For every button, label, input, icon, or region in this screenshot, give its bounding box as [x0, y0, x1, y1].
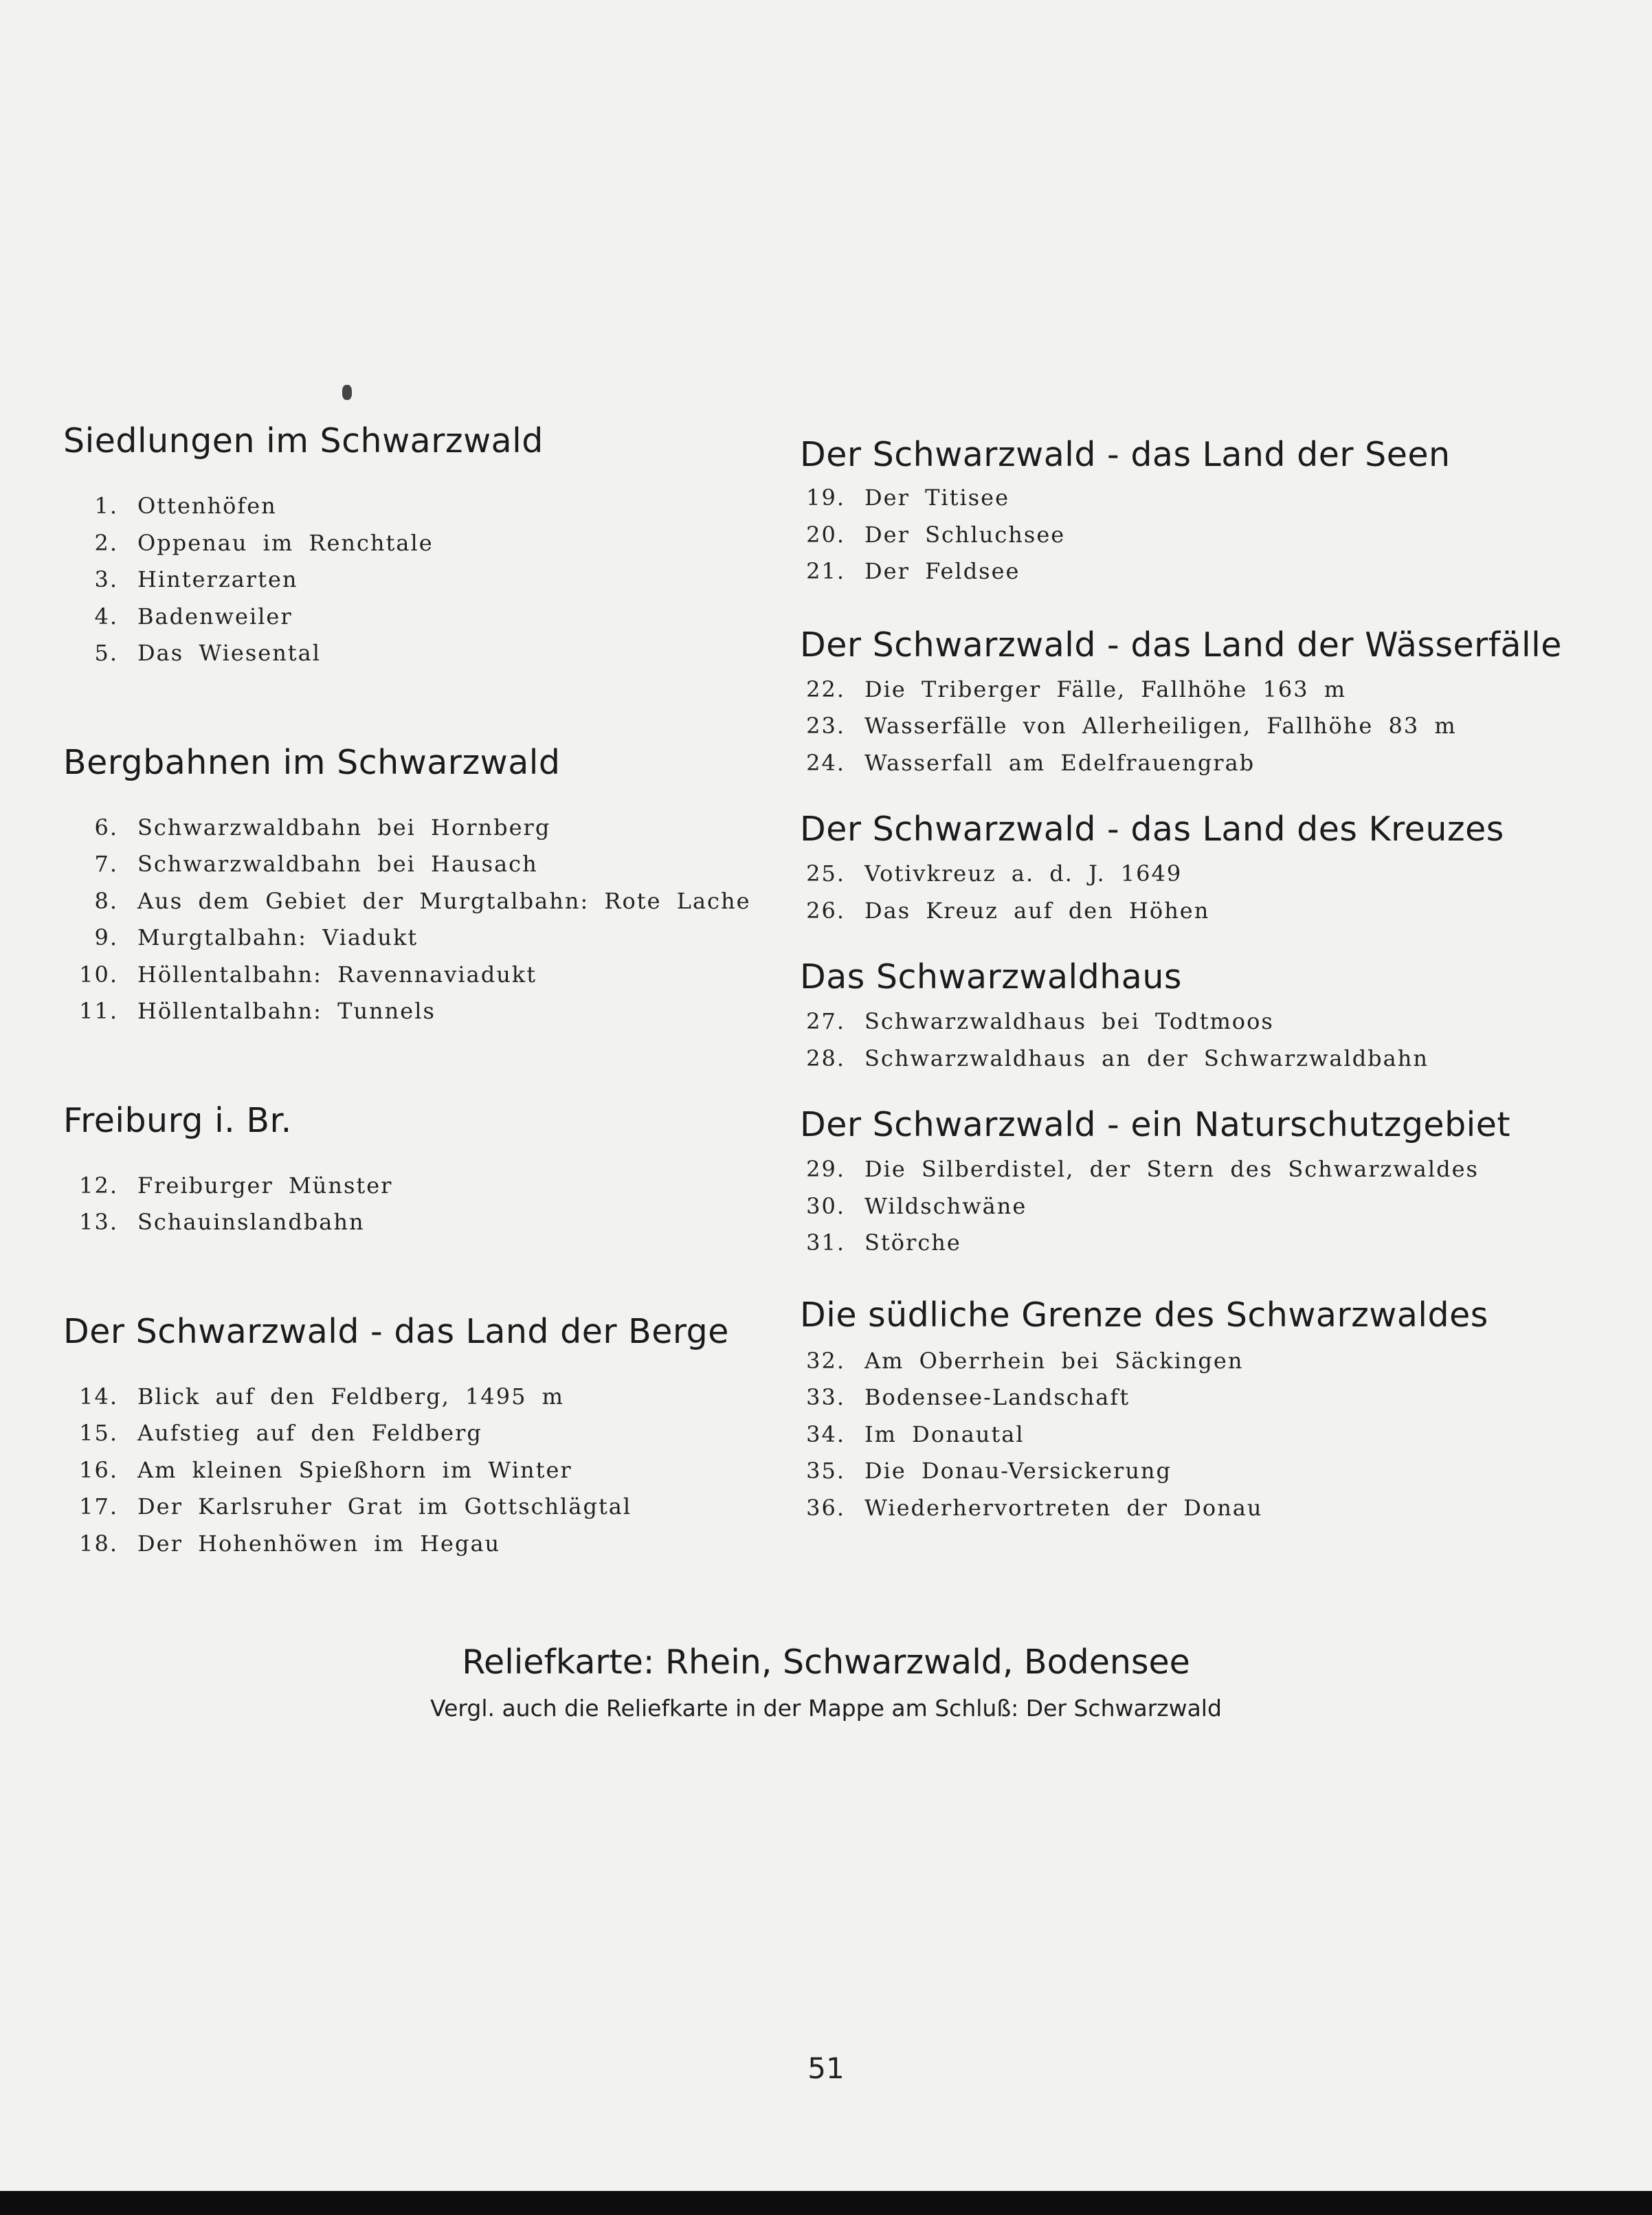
- list-item: 23. Wasserfälle von Allerheiligen, Fallhöhe 83 m: [806, 713, 1457, 739]
- section-title: Freiburg i. Br.: [63, 1100, 292, 1140]
- list-item: 31. Störche: [806, 1229, 961, 1256]
- list-item: 8. Aus dem Gebiet der Murgtalbahn: Rote Lache: [94, 887, 751, 914]
- list-item: 2. Oppenau im Renchtale: [94, 529, 434, 556]
- list-item: 22. Die Triberger Fälle, Fallhöhe 163 m: [806, 676, 1347, 702]
- section-title: Der Schwarzwald - das Land des Kreuzes: [800, 810, 1504, 849]
- section-seen: [800, 434, 1611, 590]
- list-item: 24. Wasserfall am Edelfrauengrab: [806, 749, 1255, 776]
- list-item: 12. Freiburger Münster: [79, 1172, 393, 1199]
- list-item: 21. Der Feldsee: [806, 558, 1020, 584]
- ink-spot: [342, 385, 352, 400]
- scan-border: [0, 2191, 1652, 2215]
- entry-list: [800, 480, 1611, 590]
- section-berge: [63, 1311, 750, 1563]
- list-item: 10. Höllentalbahn: Ravennaviadukt: [79, 961, 537, 988]
- entry-list: [63, 810, 750, 1030]
- entry-list: [63, 1379, 750, 1563]
- section-title: Der Schwarzwald - ein Naturschutzgebiet: [800, 1105, 1511, 1144]
- entry-list: [63, 488, 750, 672]
- list-item: 14. Blick auf den Feldberg, 1495 m: [79, 1383, 564, 1410]
- section-schwarzwaldhaus: [800, 957, 1611, 1077]
- section-freiburg: [63, 1100, 750, 1241]
- list-item: 1. Ottenhöfen: [94, 493, 277, 519]
- list-item: 6. Schwarzwaldbahn bei Hornberg: [94, 814, 551, 841]
- entry-list: [63, 1168, 750, 1241]
- section-suedliche-grenze: [800, 1295, 1611, 1527]
- list-item: 26. Das Kreuz auf den Höhen: [806, 897, 1210, 924]
- list-item: 15. Aufstieg auf den Feldberg: [79, 1420, 482, 1446]
- reliefkarte-note: [0, 1640, 1652, 1726]
- list-item: 29. Die Silberdistel, der Stern des Schwarzwaldes: [806, 1156, 1479, 1182]
- list-item: 34. Im Donautal: [806, 1421, 1025, 1447]
- entry-list: [800, 671, 1611, 782]
- list-item: 16. Am kleinen Spießhorn im Winter: [79, 1456, 572, 1483]
- entry-list: [800, 856, 1611, 929]
- page-number: 51: [807, 2051, 845, 2085]
- list-item: 7. Schwarzwaldbahn bei Hausach: [94, 851, 538, 877]
- entry-list: [800, 1003, 1611, 1077]
- list-item: 9. Murgtalbahn: Viadukt: [94, 924, 418, 950]
- list-item: 33. Bodensee-Landschaft: [806, 1384, 1130, 1410]
- list-item: 3. Hinterzarten: [94, 566, 298, 592]
- list-item: 19. Der Titisee: [806, 485, 1010, 511]
- list-item: 32. Am Oberrhein bei Säckingen: [806, 1347, 1244, 1374]
- list-item: 18. Der Hohenhöwen im Hegau: [79, 1530, 501, 1557]
- section-wasserfaelle: [800, 625, 1611, 782]
- reliefkarte-subtitle: Vergl. auch die Reliefkarte in der Mappe am Schluß: Der Schwarzwald: [430, 1695, 1222, 1722]
- section-bergbahnen: [63, 742, 750, 1030]
- section-title: Der Schwarzwald - das Land der Berge: [63, 1311, 729, 1351]
- entry-list: [800, 1343, 1611, 1527]
- section-title: Siedlungen im Schwarzwald: [63, 421, 544, 460]
- section-kreuzes: [800, 809, 1611, 929]
- list-item: 11. Höllentalbahn: Tunnels: [79, 998, 436, 1024]
- list-item: 25. Votivkreuz a. d. J. 1649: [806, 860, 1183, 887]
- list-item: 28. Schwarzwaldhaus an der Schwarzwaldbahn: [806, 1045, 1429, 1071]
- list-item: 5. Das Wiesental: [94, 640, 321, 666]
- list-item: 35. Die Donau-Versickerung: [806, 1458, 1172, 1484]
- list-item: 30. Wildschwäne: [806, 1192, 1027, 1219]
- section-title: Der Schwarzwald - das Land der Seen: [800, 435, 1451, 474]
- reliefkarte-title: Reliefkarte: Rhein, Schwarzwald, Bodensee: [462, 1643, 1190, 1682]
- section-title: Die südliche Grenze des Schwarzwaldes: [800, 1295, 1488, 1335]
- section-title: Der Schwarzwald - das Land der Wässerfälle: [800, 625, 1562, 665]
- section-naturschutz: [800, 1104, 1611, 1262]
- list-item: 20. Der Schluchsee: [806, 521, 1066, 548]
- section-title: Bergbahnen im Schwarzwald: [63, 742, 561, 782]
- list-item: 17. Der Karlsruher Grat im Gottschlägtal: [79, 1493, 632, 1520]
- section-siedlungen: [63, 421, 750, 672]
- entry-list: [800, 1151, 1611, 1262]
- section-title: Das Schwarzwaldhaus: [800, 957, 1182, 997]
- right-column: [800, 434, 1611, 1526]
- list-item: 4. Badenweiler: [94, 603, 293, 630]
- list-item: 36. Wiederhervortreten der Donau: [806, 1494, 1263, 1521]
- left-column: [63, 421, 750, 1562]
- list-item: 27. Schwarzwaldhaus bei Todtmoos: [806, 1008, 1274, 1034]
- list-item: 13. Schauinslandbahn: [79, 1209, 365, 1235]
